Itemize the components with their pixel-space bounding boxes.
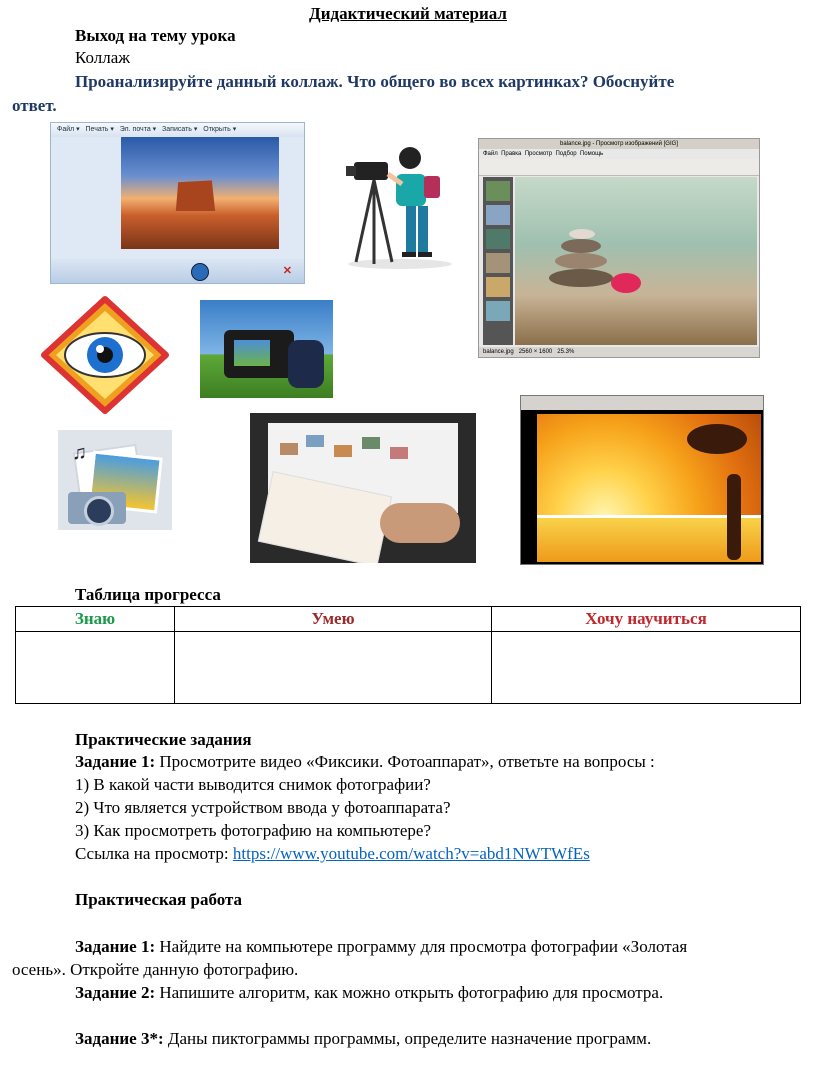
topic-label: Выход на тему урока	[75, 26, 236, 45]
irfan-toolbar	[521, 396, 763, 410]
cell-can[interactable]	[175, 632, 492, 704]
work-task2	[75, 983, 663, 1003]
gimp-menu-item: Файл	[483, 151, 498, 157]
gimp-status-item: 2560 × 1600	[518, 349, 553, 355]
work-task3-label: Задание 3*:	[75, 1029, 164, 1048]
zen-stones-photo	[515, 177, 757, 345]
viewer-menu-item: Файл	[57, 126, 75, 133]
gimp-menu-item: Правка	[501, 151, 522, 157]
progress-heading: Таблица прогресса	[75, 585, 221, 604]
viewer-toolbar: ✕	[51, 259, 304, 283]
question-line-2: ответ.	[12, 96, 57, 115]
task1-text: Просмотрите видео «Фиксики. Фотоаппарат», ответьте на вопросы :	[155, 752, 655, 771]
video-link[interactable]: https://www.youtube.com/watch?v=abd1NWTWfEs	[232, 844, 590, 863]
question-3: 3) Как просмотреть фотографию на компьютере?	[75, 821, 431, 840]
camera-hands-photo	[200, 300, 333, 398]
gimp-status-item: 25.3%	[557, 349, 575, 355]
gimp-menu-item: Помощь	[579, 151, 604, 157]
sunset-surfer-art	[537, 414, 761, 562]
task1-label: Задание 1:	[75, 752, 156, 771]
viewer-menu-item: Эл. почта	[119, 126, 151, 133]
image-viewer-window	[478, 138, 760, 358]
photographer-illustration	[340, 140, 460, 270]
viewer-menu-item: Печать	[85, 126, 109, 133]
gimp-titlebar: balance.jpg - Просмотр изображений [GIG]	[479, 139, 759, 149]
faststone-eye-icon	[40, 295, 170, 415]
viewer-menubar: Файл ▾ Печать ▾ Эл. почта ▾ Записать ▾ Открыть ▾	[51, 123, 304, 137]
viewer-menu-item: Записать	[162, 126, 192, 133]
desert-photo	[121, 137, 279, 249]
column-want-to-learn: Хочу научиться	[492, 607, 801, 632]
question-1: 1) В какой части выводится снимок фотографии?	[75, 775, 431, 794]
gimp-menu-item: Просмотр	[524, 151, 553, 157]
question-line-1: Проанализируйте данный коллаж. Что общего во всех картинках? Обоснуйте	[75, 72, 675, 91]
gimp-status-item: balance.jpg	[483, 349, 514, 355]
photo-viewer-window	[50, 122, 305, 284]
irfanview-window	[520, 395, 764, 565]
photo-gallery-icon: ♫	[58, 430, 172, 530]
page-title: Дидактический материал	[309, 4, 507, 23]
question-2: 2) Что является устройством ввода у фотоаппарата?	[75, 798, 451, 817]
work-task2-label: Задание 2:	[75, 983, 156, 1002]
practice-heading: Практические задания	[75, 730, 252, 749]
viewer-menu-item: Открыть	[203, 126, 231, 133]
holding-photos-image	[250, 413, 476, 563]
work-task1-text: Найдите на компьютере программу для просмотра фотографии «Золотая	[155, 937, 688, 956]
gimp-menubar	[479, 149, 759, 159]
cell-know[interactable]	[16, 632, 175, 704]
work-heading: Практическая работа	[75, 890, 243, 909]
progress-table	[15, 606, 801, 704]
work-task2-text: Напишите алгоритм, как можно открыть фотографию для просмотра.	[155, 983, 664, 1002]
topic-text: Коллаж	[75, 48, 131, 67]
gimp-statusbar	[479, 347, 760, 357]
work-task3	[75, 1029, 651, 1049]
practice-task1	[75, 752, 655, 772]
work-task1-label: Задание 1:	[75, 937, 156, 956]
gimp-menu-item: Подбор	[555, 151, 577, 157]
work-task1	[75, 937, 687, 957]
link-label: Ссылка на просмотр:	[75, 844, 233, 863]
gimp-toolbar	[479, 159, 759, 176]
work-task3-text: Даны пиктограммы программы, определите назначение программ.	[163, 1029, 652, 1048]
video-link-line	[75, 844, 590, 864]
work-task1-continued: осень». Откройте данную фотографию.	[12, 960, 299, 979]
column-know: Знаю	[16, 607, 175, 632]
gimp-thumbnails	[483, 177, 513, 345]
column-can: Умею	[175, 607, 492, 632]
cell-want-to-learn[interactable]	[492, 632, 801, 704]
